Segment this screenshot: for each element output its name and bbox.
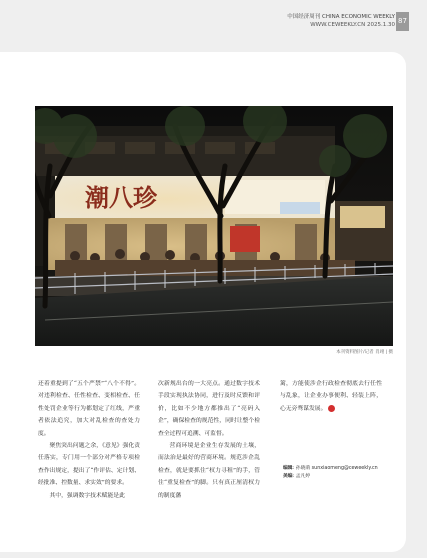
paragraph-with-endmark	[280, 378, 382, 415]
editor-label: 编辑	[283, 466, 293, 471]
magazine-name: 中国经济周刊 CHINA ECONOMIC WEEKLY	[287, 14, 395, 20]
photo-caption: 本刊资料图片/记者 肖翊 | 摄	[336, 350, 393, 355]
article-end-mark-icon	[328, 405, 335, 412]
design-credit: 美编: 孟凡婷	[283, 474, 311, 479]
text-column-3	[280, 378, 382, 415]
paragraph: 其中，强调数字技术赋能是此	[49, 492, 125, 499]
credits	[283, 465, 378, 481]
paragraph: 还着重提到了“五个严禁”“八个不得”。对违利检查、任性检查、变相检查、任性处罚企业等行为都划定了红线，严重者依法追究，加大对乱检查的查处力度。	[38, 381, 140, 437]
paragraph: 次新规出台的一大亮点。通过数字技术手段实现执法协同，进行及时反馈和评价，比如不少地方都推出了“亮码入企”，确保检查的规范性，同时让整个检查全过程可追溯、可监督。	[158, 381, 260, 437]
night-street-scene	[35, 106, 393, 346]
article-photo	[35, 106, 393, 346]
paragraph: 营商环境是企业生存发展的土壤，而法治是最好的营商环境。规范涉企乱检查，就是要抓住“权力寻租”的手，管住“重复检查”的脚。只有真正厘清权力的制度藩	[158, 443, 260, 499]
paragraph: 聚焦突出问题之余，《意见》强化责任落实，专门用一个部分对严格专项检查作出规定，提出了“作评估、定计划、经批准、控数量、求实效”的要求。	[38, 443, 140, 487]
site-and-date: WWW.CEWEEKLY.CN 2025.1.30	[310, 21, 395, 28]
text-column-2	[158, 378, 260, 502]
page-number: 87	[396, 12, 409, 31]
paragraph: 篱，方能使涉企行政检查彻底去行任性与乱象，让企业办事便利、轻装上阵，心无旁骛谋发展。	[280, 381, 382, 412]
text-column-1	[38, 378, 140, 502]
editor-value: 孙晓萌 sunxiaomeng@ceweekly.cn	[295, 466, 378, 471]
design-label: 美编	[283, 474, 293, 479]
editor-credit: 编辑: 孙晓萌 sunxiaomeng@ceweekly.cn	[283, 466, 378, 471]
shop-sign-text: 潮八珍	[85, 183, 157, 212]
page-header	[287, 14, 395, 29]
design-value: 孟凡婷	[295, 474, 311, 479]
